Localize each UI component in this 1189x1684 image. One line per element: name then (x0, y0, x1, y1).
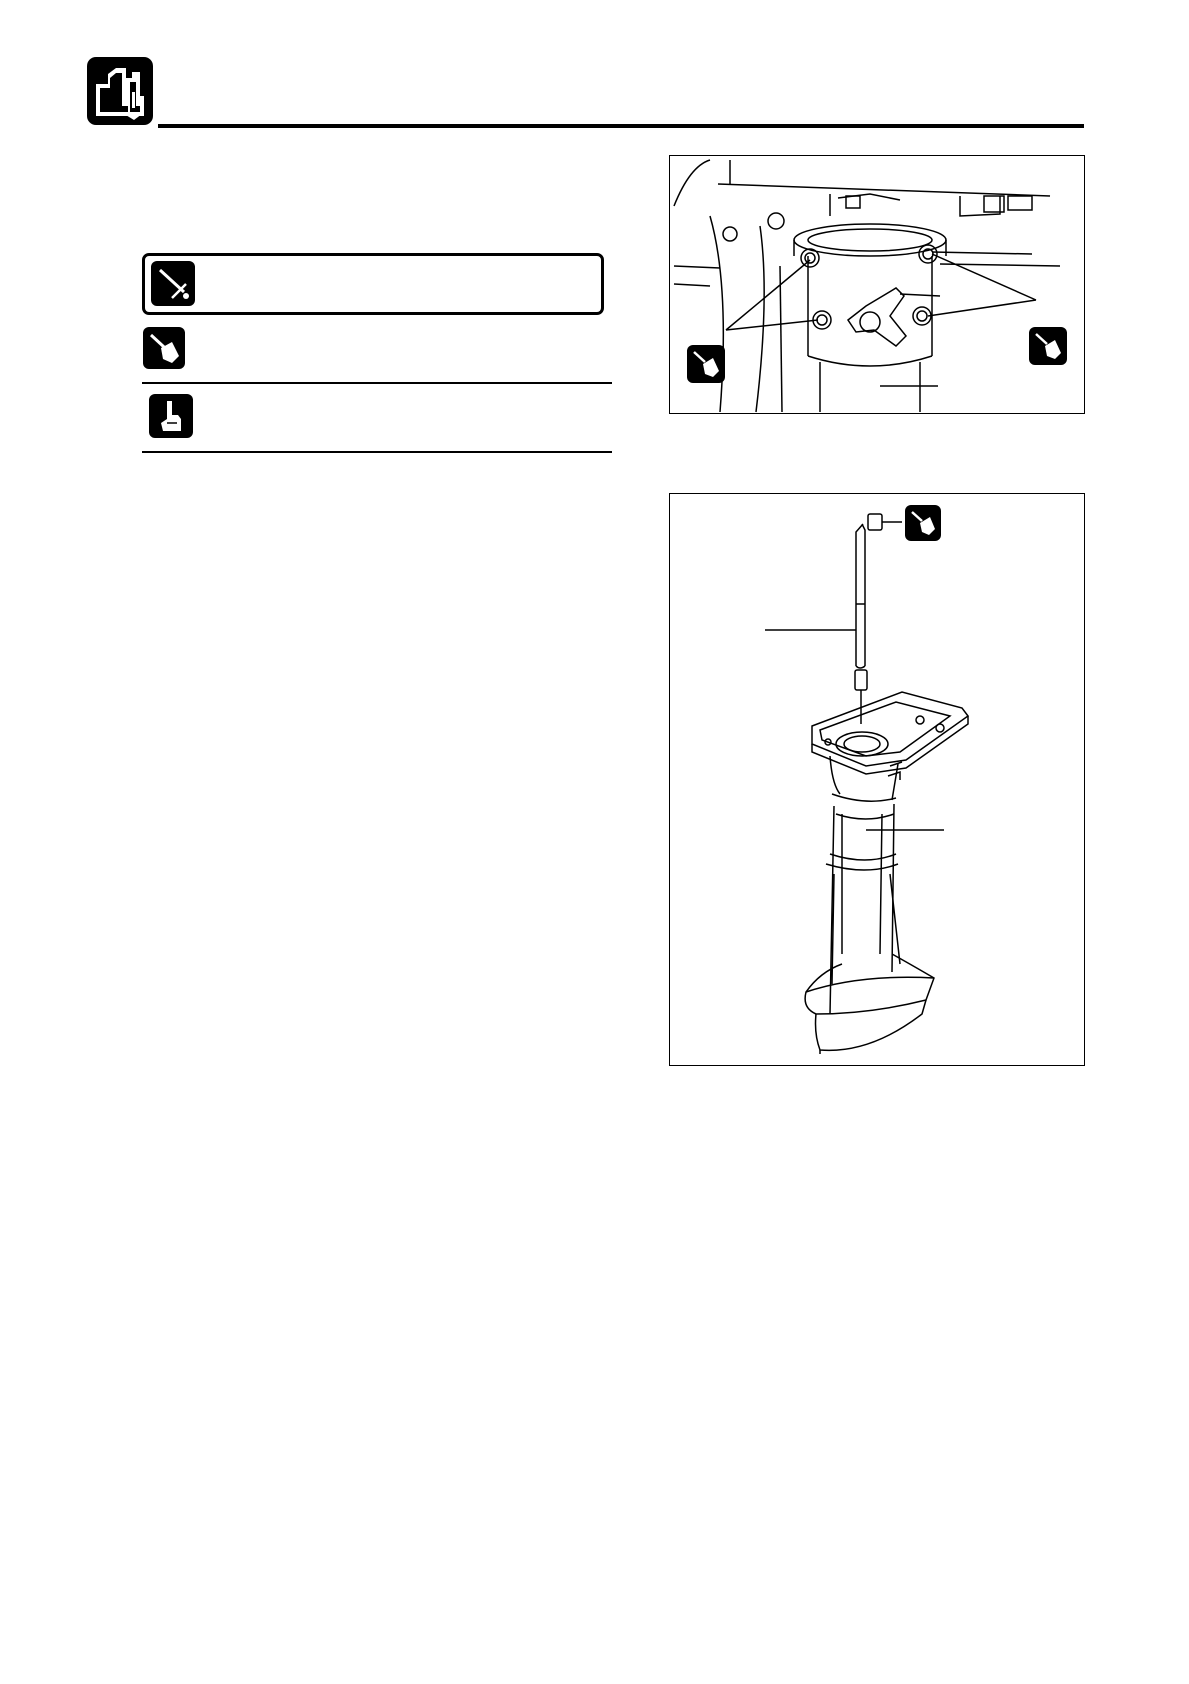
chapter-icon (86, 56, 154, 126)
upper-casing-drawing (670, 156, 1086, 415)
grease-icon (686, 344, 726, 384)
lower-unit-icon (86, 56, 154, 126)
header-rule (158, 124, 1084, 128)
pointing-hand-icon (148, 393, 194, 439)
legend-rule-2 (142, 451, 612, 453)
grease-icon (904, 504, 942, 542)
oil-can-icon (142, 326, 186, 370)
legend-rule-1 (142, 382, 612, 384)
upper-casing-bolts-figure (669, 155, 1085, 414)
shift-rod-drawing (670, 494, 1086, 1067)
grease-icon (1028, 326, 1068, 366)
new-part-icon (150, 260, 196, 307)
new-part-note-box (142, 253, 604, 315)
shift-rod-upper-casing-figure (669, 493, 1085, 1066)
